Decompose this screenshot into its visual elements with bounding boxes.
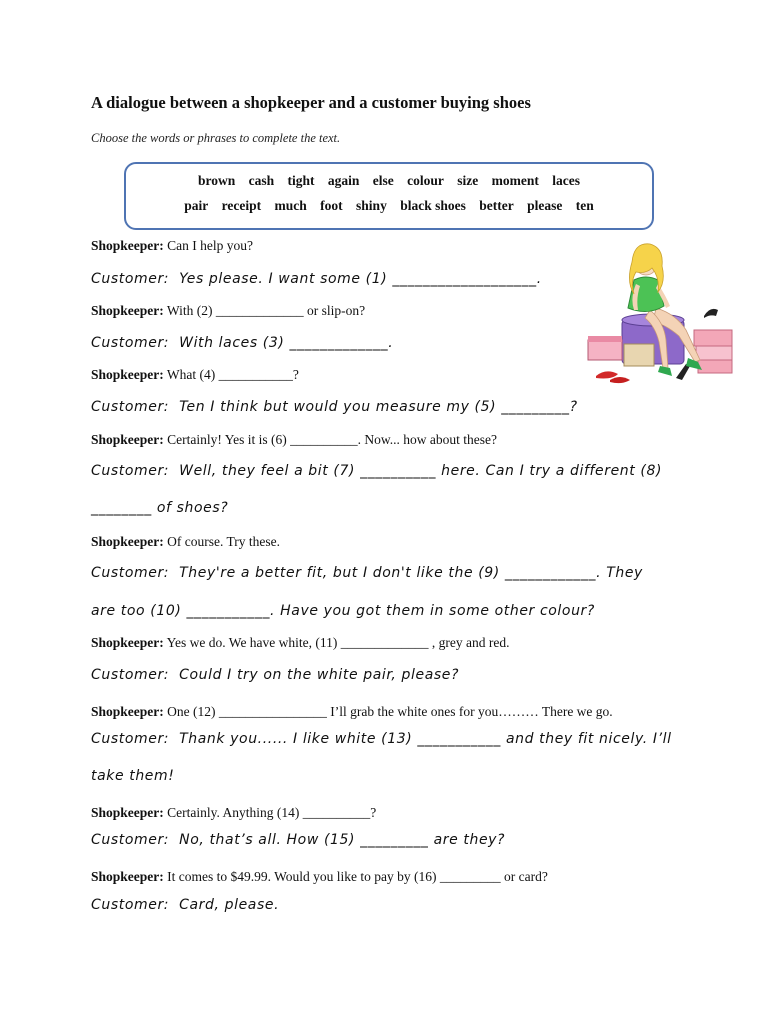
speaker-label: Customer: [91,565,170,581]
dialogue-text: Of course. Try these. [167,534,281,549]
dialogue-line-customer [91,335,393,351]
speaker-label: Shopkeeper: [91,367,164,382]
dialogue-text: One (12) ________________ I’ll grab the white ones for you……… There we go. [167,704,613,719]
speaker-label: Customer: [91,731,170,747]
word-bank-item: much [274,198,307,213]
word-bank-item: black shoes [400,198,466,213]
dialogue-text: Could I try on the white pair, please? [179,667,460,683]
dialogue-line-shopkeeper [91,635,510,651]
dialogue-text: It comes to $49.99. Would you like to pay by (16) _________ or card? [167,869,548,884]
word-bank-item: colour [407,173,444,188]
speaker-label: Customer: [91,271,170,287]
dialogue-line-customer [91,565,643,581]
word-bank-item: shiny [356,198,387,213]
speaker-label: Customer: [91,667,170,683]
dialogue-text: With (2) _____________ or slip-on? [166,303,366,318]
dialogue-text: Certainly! Yes it is (6) __________. Now... how about these? [167,432,497,447]
dialogue-text: Can I help you? [167,238,253,253]
dialogue-text: With laces (3) _____________. [179,335,394,351]
speaker-label: Shopkeeper: [91,869,164,884]
dialogue-text: Certainly. Anything (14) __________? [167,805,377,820]
word-bank-item: laces [552,173,581,188]
word-bank-item: cash [248,173,275,188]
word-bank-item: else [372,173,394,188]
word-bank-item: brown [197,173,236,188]
word-bank-item: better [479,198,514,213]
dialogue-line-customer [91,832,505,848]
dialogue-text: Yes we do. We have white, (11) _____________ , grey and red. [166,635,510,650]
dialogue-line-customer [91,667,459,683]
speaker-label: Customer: [91,335,170,351]
dialogue-text: Card, please. [179,897,280,913]
speaker-label: Shopkeeper: [91,432,164,447]
word-bank-item: size [457,173,479,188]
word-bank-box [124,162,654,230]
word-bank-item: pair [184,198,209,213]
word-bank-item: again [327,173,360,188]
word-bank-item: ten [575,198,594,213]
instruction-text: Choose the words or phrases to complete the text. [91,131,341,145]
speaker-label: Customer: [91,832,170,848]
dialogue-line-continuation [91,603,595,619]
dialogue-line-customer [91,731,672,747]
dialogue-line-customer [91,271,542,287]
speaker-label: Shopkeeper: [91,238,164,253]
dialogue-line-shopkeeper [91,238,253,254]
speaker-label: Shopkeeper: [91,534,164,549]
speaker-label: Shopkeeper: [91,303,164,318]
dialogue-line-shopkeeper [91,704,613,720]
dialogue-line-continuation [91,768,174,784]
speaker-label: Shopkeeper: [91,805,164,820]
dialogue-text: Thank you...... I like white (13) ___________ and they fit nicely. I’ll [179,731,672,747]
speaker-label: Customer: [91,897,170,913]
dialogue-text: No, that’s all. How (15) _________ are they? [179,832,506,848]
word-bank-item: please [527,198,563,213]
dialogue-line-shopkeeper [91,805,376,821]
dialogue-line-shopkeeper [91,869,548,885]
worksheet-title: A dialogue between a shopkeeper and a customer buying shoes [91,93,531,112]
speaker-label: Customer: [91,463,170,479]
girl-shoes-illustration [584,238,744,393]
dialogue-line-customer [91,897,279,913]
word-bank-item: foot [320,198,343,213]
speaker-label: Customer: [91,399,170,415]
dialogue-text: Well, they feel a bit (7) __________ here. Can I try a different (8) [179,463,663,479]
dialogue-text: are too (10) ___________. Have you got them in some other colour? [91,603,595,619]
dialogue-text: Ten I think but would you measure my (5) _________? [179,399,578,415]
dialogue-line-shopkeeper [91,432,497,448]
dialogue-line-shopkeeper [91,303,365,319]
dialogue-text: They're a better fit, but I don't like the (9) ____________. They [179,565,643,581]
dialogue-text: What (4) ___________? [166,367,299,382]
word-bank-item: receipt [221,198,262,213]
dialogue-text: Yes please. I want some (1) ___________________. [179,271,542,287]
dialogue-text: ________ of shoes? [91,500,229,516]
dialogue-line-customer [91,399,578,415]
word-bank-row-2 [126,198,652,214]
speaker-label: Shopkeeper: [91,704,164,719]
dialogue-text: take them! [91,768,175,784]
dialogue-line-customer [91,463,662,479]
word-bank-item: tight [287,173,315,188]
speaker-label: Shopkeeper: [91,635,164,650]
dialogue-line-continuation [91,500,228,516]
word-bank-item: moment [491,173,539,188]
word-bank-row-1 [126,173,652,189]
dialogue-line-shopkeeper [91,534,280,550]
dialogue-line-shopkeeper [91,367,299,383]
